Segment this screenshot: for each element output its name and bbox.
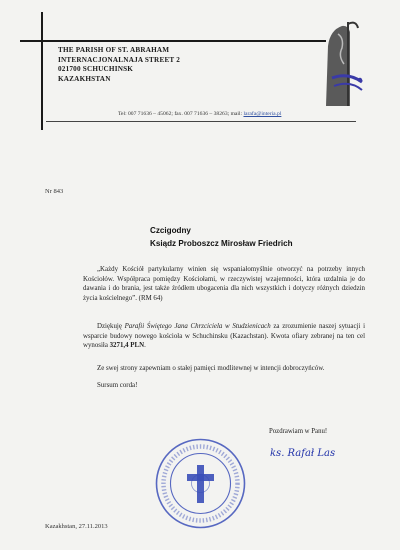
letterhead-cross-vertical xyxy=(41,12,43,130)
letterhead-rule xyxy=(46,121,356,122)
letter-date: Kazakhstan, 27.11.2013 xyxy=(45,523,108,530)
parish-city: 021700 SCHUCHINSK xyxy=(58,65,134,74)
salutation-line-1: Czcigodny xyxy=(150,226,191,235)
contact-email-link[interactable]: larafa@interia.pl xyxy=(243,111,282,117)
parish-name: THE PARISH OF ST. ABRAHAM xyxy=(58,46,170,54)
salutation xyxy=(150,224,293,250)
parish-country: KAZAKHSTAN xyxy=(58,74,111,83)
contact-phone-fax: Tel: 007 71636 – 45062; fax. 007 71636 – 38263; mail: xyxy=(118,111,244,117)
contact-line xyxy=(118,111,281,117)
thanks-text-c: . xyxy=(144,342,146,350)
donor-parish-name: Parafii Świętego Jana Chrzciciela w Studzienicach xyxy=(124,323,271,330)
regards-line: Pozdrawiam w Panu! xyxy=(269,428,328,435)
parish-street: INTERNACJONALNAJA STREET 2 xyxy=(58,55,181,64)
salutation-line-2: Ksiądz Proboszcz Mirosław Friedrich xyxy=(150,239,293,248)
parish-address-block xyxy=(58,46,180,84)
st-abraham-logo-icon xyxy=(318,16,364,108)
thanks-paragraph xyxy=(83,322,365,351)
handwritten-signature: ks. Rafał Las xyxy=(270,448,336,459)
prayer-paragraph: Ze swej strony zapewniam o stałej pamięci modlitewnej w intencji dobroczyńców. xyxy=(97,365,325,372)
closing-latin: Sursum corda! xyxy=(97,382,138,389)
quote-paragraph: „Każdy Kościół partykularny winien się wspaniałomyślnie otworzyć na potrzeby innych Kościołów. Współpraca pomiędzy Kościołami, w rzeczywistej wzajemności, która uzdalnia je do dawania i do brania, jest także źródłem ubogacenia dla nich wszystkich i dotyczy różnych dziedzin życia kościelnego”. (RM 64) xyxy=(83,266,365,302)
thanks-text-b: za zrozumienie naszej sytuacji i wsparcie budowy nowego kościoła w Schuchinsku (Kazachstan). Kwota ofiary zebranej na ten cel wynosiła xyxy=(83,323,365,350)
thanks-text-a: Dziękuję xyxy=(97,323,125,330)
donation-amount: 3271,4 PLN xyxy=(109,342,145,350)
letterhead-cross-horizontal xyxy=(20,40,326,42)
letter-number: Nr 843 xyxy=(45,188,64,195)
parish-stamp-icon xyxy=(154,437,247,530)
